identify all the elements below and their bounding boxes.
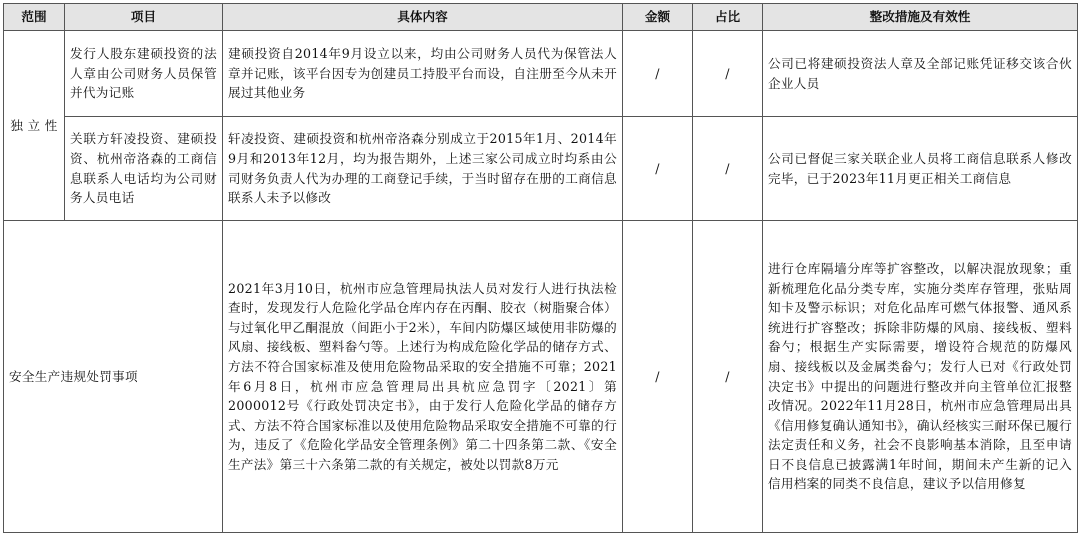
item-cell: 关联方轩凌投资、建硕投资、杭州帝洛森的工商信息联系人电话均为公司财务人员电话 (65, 117, 223, 221)
measures-cell: 公司已将建硕投资法人章及全部记账凭证移交该合伙企业人员 (763, 31, 1078, 117)
ratio-cell: / (693, 117, 763, 221)
measures-cell: 公司已督促三家关联企业人员将工商信息联系人修改完毕，已于2023年11月更正相关工商信息 (763, 117, 1078, 221)
amount-cell: / (623, 221, 693, 533)
safety-item-cell: 安全生产违规处罚事项 (4, 221, 223, 533)
item-cell: 发行人股东建硕投资的法人章由公司财务人员保管并代为记账 (65, 31, 223, 117)
header-row (4, 4, 1078, 31)
header-scope: 范围 (4, 4, 65, 31)
measures-cell: 进行仓库隔墙分库等扩容整改，以解决混放现象；重新梳理危化品分类专库，实施分类库存管理，张贴周知卡及警示标识；对危化品库可燃气体报警、通风系统进行扩容整改；拆除非防爆的风扇、接线板、塑料畚勺；根据生产实际需要，增设符合规范的防爆风扇、接线板以及金属类畚勺；发行人已对《行政处罚决定书》中提出的问题进行整改并向主管单位汇报整改情况。2022年11月28日，杭州市应急管理局出具《信用修复确认通知书》，确认经核实三耐环保已履行法定责任和义务，社会不良影响基本消除，且至申请日不良信息已披露满1年时间，期间未产生新的记入信用档案的同类不良信息，建议予以信用修复 (763, 221, 1078, 533)
rectification-table (3, 3, 1078, 533)
header-amount: 金额 (623, 4, 693, 31)
amount-cell: / (623, 117, 693, 221)
amount-cell: / (623, 31, 693, 117)
header-item: 项目 (65, 4, 223, 31)
table-row (4, 117, 1078, 221)
ratio-cell: / (693, 221, 763, 533)
table-row (4, 31, 1078, 117)
content-cell: 建硕投资自2014年9月设立以来，均由公司财务人员代为保管法人章并记账，该平台因专为创建员工持股平台而设，自注册至今从未开展过其他业务 (223, 31, 623, 117)
table-row (4, 221, 1078, 533)
header-content: 具体内容 (223, 4, 623, 31)
content-cell: 2021年3月10日，杭州市应急管理局执法人员对发行人进行执法检查时，发现发行人危险化学品仓库内存在丙酮、胶衣（树脂聚合体）与过氧化甲乙酮混放（间距小于2米），车间内防爆区域使用非防爆的风扇、接线板、塑料畚勺等。上述行为构成危险化学品的储存方式、方法不符合国家标准及使用危险物品采取的安全措施不可靠；2021年6月8日，杭州市应急管理局出具杭应急罚字〔2021〕第2000012号《行政处罚决定书》，由于发行人危险化学品的储存方式、方法不符合国家标准以及使用危险物品采取安全措施不可靠的行为，违反了《危险化学品安全管理条例》第二十四条第二款、《安全生产法》第三十六条第二款的有关规定，被处以罚款8万元 (223, 221, 623, 533)
content-cell: 轩凌投资、建硕投资和杭州帝洛森分别成立于2015年1月、2014年9月和2013年12月，均为报告期外，上述三家公司成立时均系由公司财务负责人代为办理的工商登记手续，于当时留存在册的工商信息联系人未予以修改 (223, 117, 623, 221)
header-measures: 整改措施及有效性 (763, 4, 1078, 31)
scope-independence: 独 立 性 (4, 31, 65, 221)
ratio-cell: / (693, 31, 763, 117)
header-ratio: 占比 (693, 4, 763, 31)
